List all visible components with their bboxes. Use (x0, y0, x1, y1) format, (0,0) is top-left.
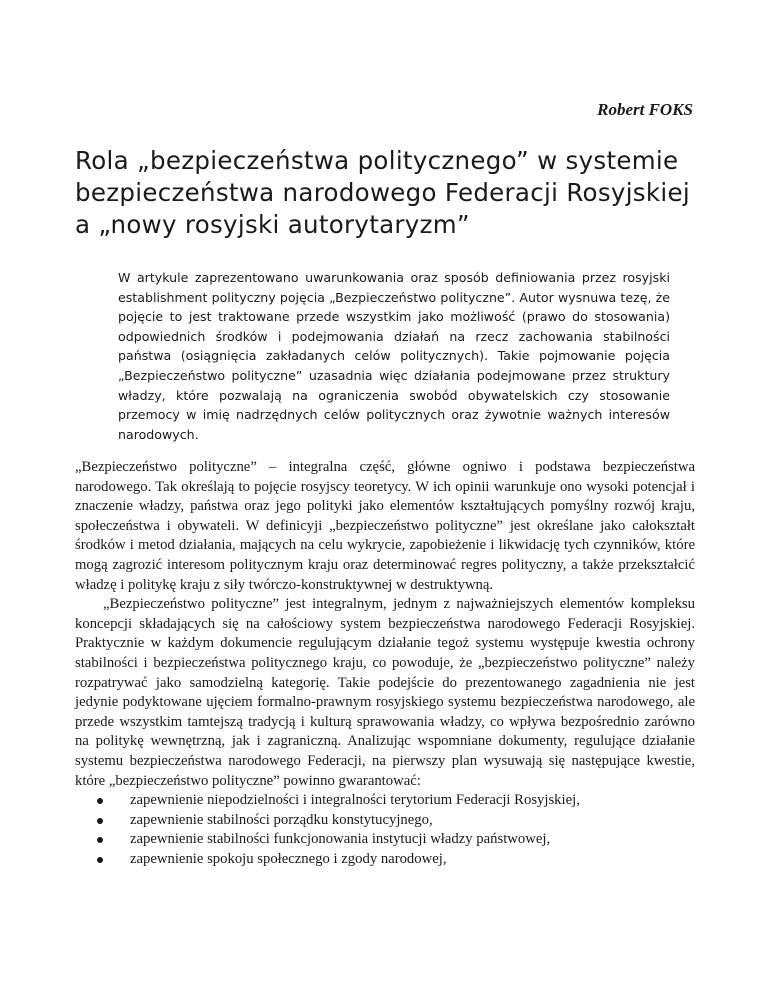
paragraph: „Bezpieczeństwo polityczne” jest integralnym, jednym z najważniejszych elementów kompleksu koncepcji składających się na całościowy system bezpieczeństwa narodowego Federacji Rosyjskiej. Praktycznie w każdym dokumencie regulującym działanie tegoż systemu występuje kwestia ochrony stabilności i bezpieczeństwa politycznego kraju, co powoduje, że „bezpieczeństwo polityczne” należy rozpatrywać jako samodzielną kategorię. Takie podejście do prezentowanego zagadnienia nie jest jedynie podyktowane ujęciem formalno-prawnym rosyjskiego systemu bezpieczeństwa narodowego, ale przede wszystkim tamtejszą tradycją i kulturą sprawowania władzy, co wpływa bezpośrednio zarówno na politykę wewnętrzną, jak i zagraniczną. Analizując wspomniane dokumenty, regulujące działanie systemu bezpieczeństwa narodowego Federacji, na pierwszy plan wysuwają się następujące kwestie, które „bezpieczeństwo polityczne” powinno gwarantować: (75, 596, 695, 789)
title-line: Rola „bezpieczeństwa politycznego” w systemie (75, 146, 679, 175)
title-line: bezpieczeństwa narodowego Federacji Rosyjskiej (75, 178, 690, 207)
list-item (75, 811, 695, 831)
bullet-icon (97, 837, 103, 843)
bullet-list (75, 791, 695, 869)
bullet-icon (97, 798, 103, 804)
list-item (75, 791, 695, 811)
author-name: Robert FOKS (597, 100, 693, 119)
title-line: a „nowy rosyjski autorytaryzm” (75, 210, 470, 239)
paragraph: „Bezpieczeństwo polityczne” – integralna część, główne ogniwo i podstawa bezpieczeństwa narodowego. Tak określają to pojęcie rosyjscy teoretycy. W ich opinii warunkuje ono wysoki potencjał i znaczenie władzy, państwa oraz jego polityki jako elementów kształtujących pomyślny rozwój kraju, społeczeństwa i obywateli. W definicyji „bezpieczeństwo polityczne” jest określane jako całokształt środków i metod działania, mających na celu wykrycie, zapobieżenie i likwidację tych czynników, które mogą zagrozić interesom politycznym kraju oraz determinować regres polityczny, a także przekształcić władzę i politykę kraju z siły twórczo-konstruktywnej w destruktywną. (75, 459, 695, 593)
list-item (75, 830, 695, 850)
bullet-icon (97, 818, 103, 824)
list-item-text: zapewnienie niepodzielności i integralności terytorium Federacji Rosyjskiej, (130, 792, 580, 809)
article-title (75, 145, 715, 241)
list-item-text: zapewnienie spokoju społecznego i zgody narodowej, (130, 850, 447, 867)
bullet-icon (97, 857, 103, 863)
list-item-text: zapewnienie stabilności porządku konstytucyjnego, (130, 811, 433, 828)
abstract: W artykule zaprezentowano uwarunkowania oraz sposób definiowania przez rosyjski establishment polityczny pojęcia „Bezpieczeństwo polityczne”. Autor wysnuwa tezę, że pojęcie to jest traktowane przede wszystkim jako możliwość (prawo do stosowania) odpowiednich środków i podejmowania działań na rzecz zachowania stabilności państwa (osiągnięcia zakładanych celów politycznych). Takie pojmowanie pojęcia „Bezpieczeństwo polityczne” uzasadnia więc działania podejmowane przez struktury władzy, które pozwalają na ograniczenia swobód obywatelskich czy stosowanie przemocy w imię nadrzędnych celów politycznych oraz żywotnie ważnych interesów narodowych. (118, 270, 670, 442)
list-item (75, 850, 695, 870)
article-body (75, 458, 695, 869)
list-item-text: zapewnienie stabilności funkcjonowania instytucji władzy państwowej, (130, 831, 551, 848)
